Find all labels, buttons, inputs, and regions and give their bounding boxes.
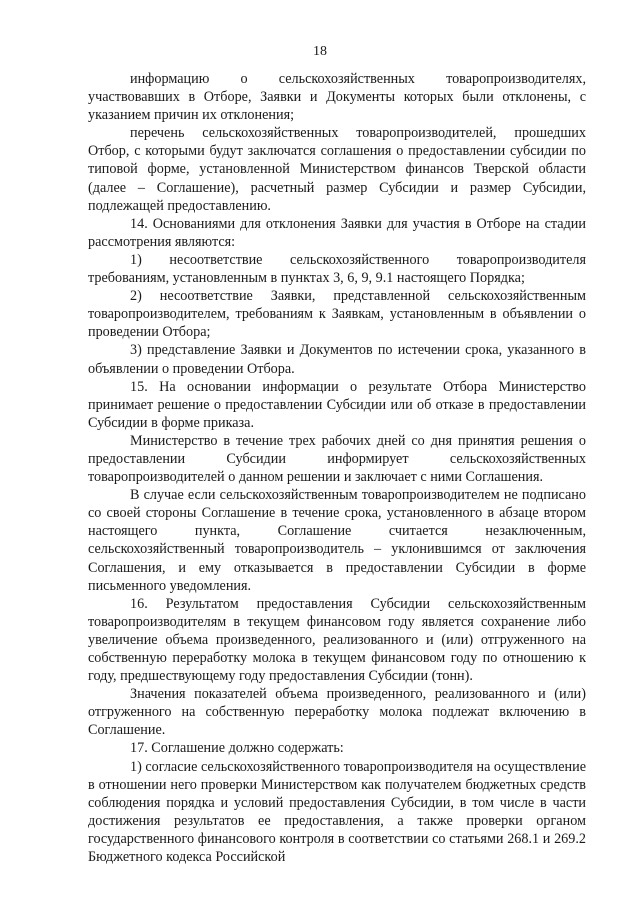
paragraph: 2) несоответствие Заявки, представленной сельскохозяйственным товаропроизводителем, требованиям к Заявкам, установленным в объявлении о проведении Отбора; (88, 288, 586, 341)
paragraph: перечень сельскохозяйственных товаропроизводителей, прошедших Отбор, с которыми будут заключатся соглашения о предоставлении субсидии по типовой форме, установленной Министерством финансов Тверской области (далее – Соглашение), расчетный размер Субсидии и размер Субсидии, подлежащей предоставлению. (88, 125, 586, 214)
paragraph: В случае если сельскохозяйственным товаропроизводителем не подписано со своей стороны Соглашение в течение срока, установленного в абзаце втором настоящего пункта, Соглашение считается незаключенным, сельскохозяйственный товаропроизводитель – уклонившимся от заключения Соглашения, и ему отказывается в предоставлении Субсидии в форме письменного уведомления. (88, 487, 586, 594)
page-number: 18 (313, 44, 327, 59)
paragraph: 15. На основании информации о результате Отбора Министерство принимает решение о предоставлении Субсидии или об отказе в предоставлении Субсидии в форме приказа. (88, 378, 586, 431)
paragraph: информацию о сельскохозяйственных товаропроизводителях, участвовавших в Отборе, Заявки и Документы которых были отклонены, с указанием причин их отклонения; (88, 71, 586, 124)
paragraph: 16. Результатом предоставления Субсидии сельскохозяйственным товаропроизводителям в текущем финансовом году является сохранение либо увеличение объема произведенного, реализованного и (или) отгруженного на собственную переработку молока в текущем финансовом году по отношению к году, предшествующему году предоставления Субсидии (тонн). (88, 595, 586, 685)
paragraph: 1) согласие сельскохозяйственного товаропроизводителя на осуществление в отношении него проверки Министерством как получателем бюджетных средств соблюдения порядка и условий предоставления Субсидии, в том числе в части достижения результатов ее предоставления, а также проверки органом государственного финансового контроля в соответствии со статьями 268.1 и 269.2 Бюджетного кодекса Российской (88, 758, 587, 866)
paragraph: 17. Соглашение должно содержать: (130, 740, 344, 757)
document-body (88, 70, 586, 866)
paragraph: 1) несоответствие сельскохозяйственного товаропроизводителя требованиям, установленным в пунктах 3, 6, 9, 9.1 настоящего Порядка; (88, 251, 586, 287)
paragraph: 3) представление Заявки и Документов по истечении срока, указанного в объявлении о проведении Отбора. (88, 342, 586, 377)
paragraph: Министерство в течение трех рабочих дней со дня принятия решения о предоставлении Субсидии информирует сельскохозяйственных товаропроизводителей о данном решении и заключает с ними Соглашения. (88, 432, 586, 486)
paragraph: 14. Основаниями для отклонения Заявки для участия в Отборе на стадии рассмотрения являются: (88, 215, 586, 250)
paragraph: Значения показателей объема произведенного, реализованного и (или) отгруженного на собственную переработку молока подлежат включению в Соглашение. (88, 686, 586, 739)
